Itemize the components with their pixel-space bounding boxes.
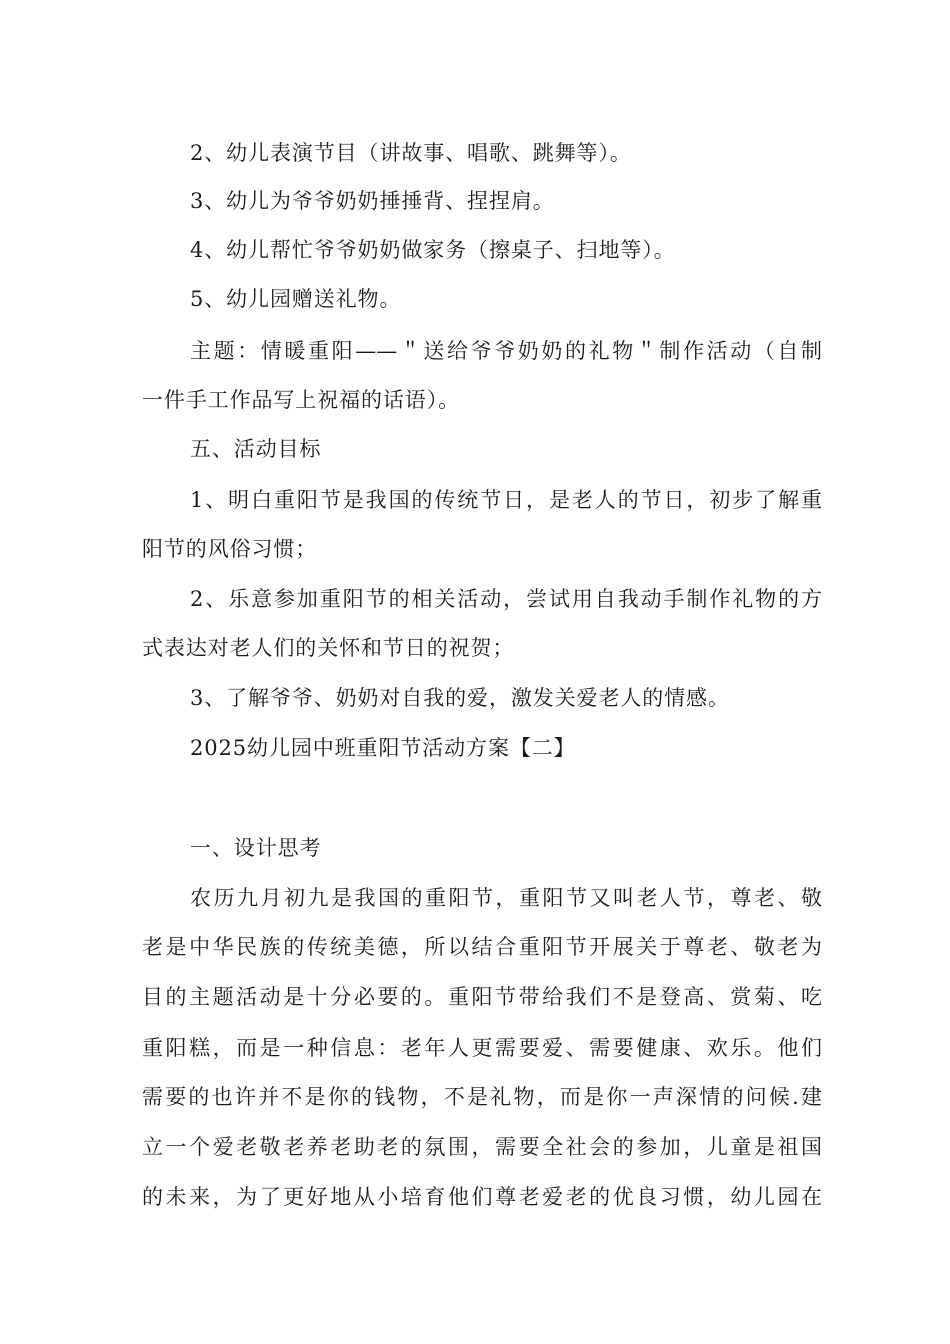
goal-3: 3、了解爷爷、奶奶对自我的爱，激发关爱老人的情感。 xyxy=(190,686,730,710)
design-paragraph-line-1: 农历九月初九是我国的重阳节，重阳节又叫老人节，尊老、敬 xyxy=(190,886,822,910)
design-paragraph-line-3: 目的主题活动是十分必要的。重阳节带给我们不是登高、赏菊、吃 xyxy=(142,985,822,1009)
plan-two-title: 2025幼儿园中班重阳节活动方案【二】 xyxy=(190,736,576,760)
theme-paragraph-line-2: 一件手工作品写上祝福的话语）。 xyxy=(142,388,460,412)
list-item-5: 5、幼儿园赠送礼物。 xyxy=(190,287,402,311)
design-paragraph-line-7: 的未来，为了更好地从小培育他们尊老爱老的优良习惯，幼儿园在 xyxy=(142,1185,822,1209)
design-paragraph-line-4: 重阳糕，而是一种信息：老年人更需要爱、需要健康、欢乐。他们 xyxy=(142,1036,822,1060)
theme-paragraph-line-1: 主题：情暖重阳——＂送给爷爷奶奶的礼物＂制作活动（自制 xyxy=(190,339,822,363)
section-heading-goals: 五、活动目标 xyxy=(190,437,322,461)
goal-2-line-2: 式表达对老人们的关怀和节日的祝贺； xyxy=(142,636,515,660)
list-item-2: 2、幼儿表演节目（讲故事、唱歌、跳舞等）。 xyxy=(190,141,632,165)
list-item-4: 4、幼儿帮忙爷爷奶奶做家务（擦桌子、扫地等）。 xyxy=(190,238,676,262)
design-paragraph-line-6: 立一个爱老敬老养老助老的氛围，需要全社会的参加，儿童是祖国 xyxy=(142,1135,822,1159)
goal-1-line-1: 1、明白重阳节是我国的传统节日，是老人的节日，初步了解重 xyxy=(190,488,822,512)
design-paragraph-line-2: 老是中华民族的传统美德，所以结合重阳节开展关于尊老、敬老为 xyxy=(142,935,822,959)
design-paragraph-line-5: 需要的也许并不是你的钱物，不是礼物，而是你一声深情的问候.建 xyxy=(142,1085,822,1109)
section-heading-design: 一、设计思考 xyxy=(190,836,322,860)
goal-1-line-2: 阳节的风俗习惯； xyxy=(142,537,318,561)
goal-2-line-1: 2、乐意参加重阳节的相关活动，尝试用自我动手制作礼物的方 xyxy=(190,587,822,611)
list-item-3: 3、幼儿为爷爷奶奶捶捶背、捏捏肩。 xyxy=(190,189,555,213)
